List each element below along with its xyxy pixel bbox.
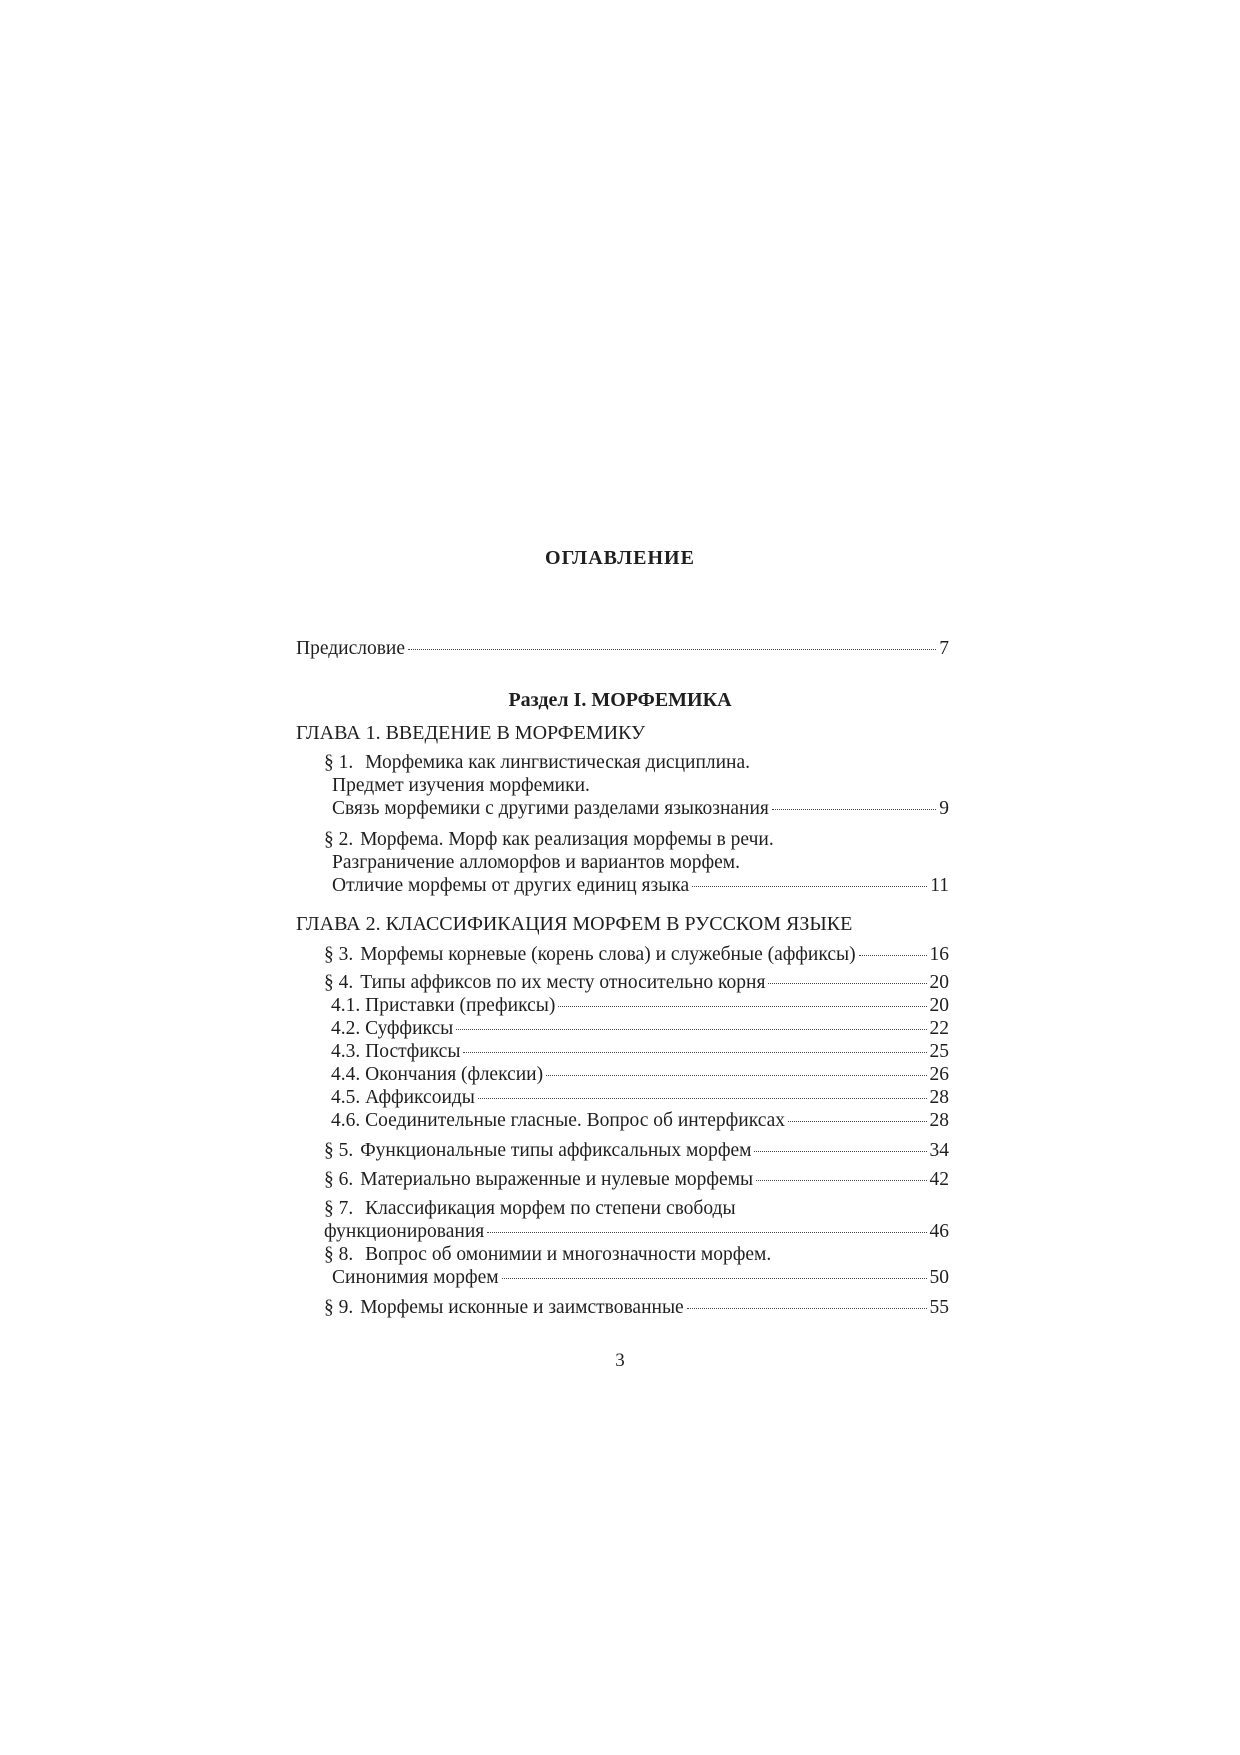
section-1-line-2: Предмет изучения морфемики. [332, 775, 590, 796]
dot-leader [687, 1308, 927, 1309]
toc-section-5[interactable] [296, 1139, 949, 1162]
section-2-page: 11 [930, 875, 949, 896]
subsection-title: 4.3. Постфиксы [331, 1041, 461, 1062]
toc-section-4[interactable] [296, 971, 949, 994]
toc-section-6[interactable] [296, 1168, 949, 1191]
section-7-page: 46 [929, 1221, 949, 1242]
dot-leader [756, 1180, 926, 1181]
toc-section-2[interactable] [296, 828, 949, 897]
toc-subsection[interactable] [331, 1086, 949, 1109]
subsection-page: 20 [929, 995, 949, 1016]
subsection-title: 4.6. Соединительные гласные. Вопрос об интерфиксах [331, 1110, 786, 1131]
dot-leader [754, 1151, 926, 1152]
section-9-title: Морфемы исконные и заимствованные [360, 1297, 684, 1318]
dot-leader [772, 809, 936, 810]
dot-leader [558, 1006, 926, 1007]
section-3-number: § 3. [324, 944, 354, 965]
section-7-number: § 7. [324, 1198, 354, 1219]
preface-page: 7 [939, 638, 949, 659]
section-8-page: 50 [929, 1267, 949, 1288]
toc-subsection[interactable] [331, 1109, 949, 1132]
toc-subsection[interactable] [331, 1017, 949, 1040]
chapter-1-heading: ГЛАВА 1. ВВЕДЕНИЕ В МОРФЕМИКУ [296, 722, 646, 744]
toc-section-3[interactable] [296, 943, 949, 966]
subsection-page: 28 [929, 1110, 949, 1131]
toc-subsection[interactable] [331, 1040, 949, 1063]
section-8-line-2: Синонимия морфем [332, 1267, 499, 1288]
section-7-line-1: Классификация морфем по степени свободы [365, 1198, 736, 1219]
subsection-page: 25 [929, 1041, 949, 1062]
subsection-title: 4.5. Аффиксоиды [331, 1087, 475, 1108]
dot-leader [692, 886, 927, 887]
section-6-number: § 6. [324, 1169, 354, 1190]
section-8-number: § 8. [324, 1244, 354, 1265]
dot-leader [463, 1052, 926, 1053]
dot-leader [502, 1278, 927, 1279]
section-1-line-3: Связь морфемики с другими разделами языкознания [332, 798, 769, 819]
dot-leader [456, 1029, 926, 1030]
toc-section-1[interactable] [296, 751, 949, 820]
dot-leader [408, 649, 936, 650]
section-4-number: § 4. [324, 972, 354, 993]
subsection-page: 28 [929, 1087, 949, 1108]
dot-leader [546, 1075, 926, 1076]
section-4-page: 20 [929, 972, 949, 993]
preface-label: Предисловие [296, 638, 406, 659]
section-5-page: 34 [929, 1140, 949, 1161]
dot-leader [788, 1121, 926, 1122]
dot-leader [859, 955, 927, 956]
dot-leader [768, 983, 926, 984]
chapter-1 [296, 720, 949, 897]
dot-leader [487, 1232, 926, 1233]
section-4-title: Типы аффиксов по их месту относительно корня [360, 972, 766, 993]
section-2-line-2: Разграничение алломорфов и вариантов морфем. [332, 852, 740, 873]
section-3-page: 16 [929, 944, 949, 965]
section-1-number: § 1. [324, 752, 354, 773]
subsection-page: 22 [929, 1018, 949, 1039]
page-number: 3 [615, 1350, 625, 1371]
section-2-number: § 2. [324, 829, 354, 850]
section-9-page: 55 [929, 1297, 949, 1318]
part-heading: Раздел I. МОРФЕМИКА [508, 689, 732, 711]
section-1-page: 9 [939, 798, 949, 819]
toc-subsection[interactable] [331, 1063, 949, 1086]
subsection-title: 4.2. Суффиксы [331, 1018, 454, 1039]
dot-leader [478, 1098, 927, 1099]
toc-section-8[interactable] [296, 1243, 949, 1289]
toc-subsection[interactable] [331, 994, 949, 1017]
section-8-line-1: Вопрос об омонимии и многозначности морфем. [365, 1244, 772, 1265]
chapter-2-heading: ГЛАВА 2. КЛАССИФИКАЦИЯ МОРФЕМ В РУССКОМ ЯЗЫКЕ [296, 913, 853, 935]
section-5-title: Функциональные типы аффиксальных морфем [360, 1140, 752, 1161]
toc-preface[interactable] [296, 637, 949, 660]
chapter-2 [296, 911, 949, 1319]
section-4-subsections [296, 994, 949, 1132]
section-6-page: 42 [929, 1169, 949, 1190]
section-7-line-2: функционирования [324, 1221, 485, 1242]
section-1-line-1: Морфемика как лингвистическая дисциплина. [365, 752, 751, 773]
subsection-title: 4.4. Окончания (флексии) [331, 1064, 544, 1085]
section-2-line-1: Морфема. Морф как реализация морфемы в речи. [360, 829, 774, 850]
section-3-title: Морфемы корневые (корень слова) и служебные (аффиксы) [360, 944, 856, 965]
subsection-title: 4.1. Приставки (префиксы) [331, 995, 556, 1016]
section-2-line-3: Отличие морфемы от других единиц языка [332, 875, 690, 896]
page-title: ОГЛАВЛЕНИЕ [545, 547, 695, 569]
section-6-title: Материально выраженные и нулевые морфемы [360, 1169, 754, 1190]
section-9-number: § 9. [324, 1297, 354, 1318]
toc-section-9[interactable] [296, 1296, 949, 1319]
toc-section-7[interactable] [296, 1197, 949, 1243]
subsection-page: 26 [929, 1064, 949, 1085]
section-5-number: § 5. [324, 1140, 354, 1161]
